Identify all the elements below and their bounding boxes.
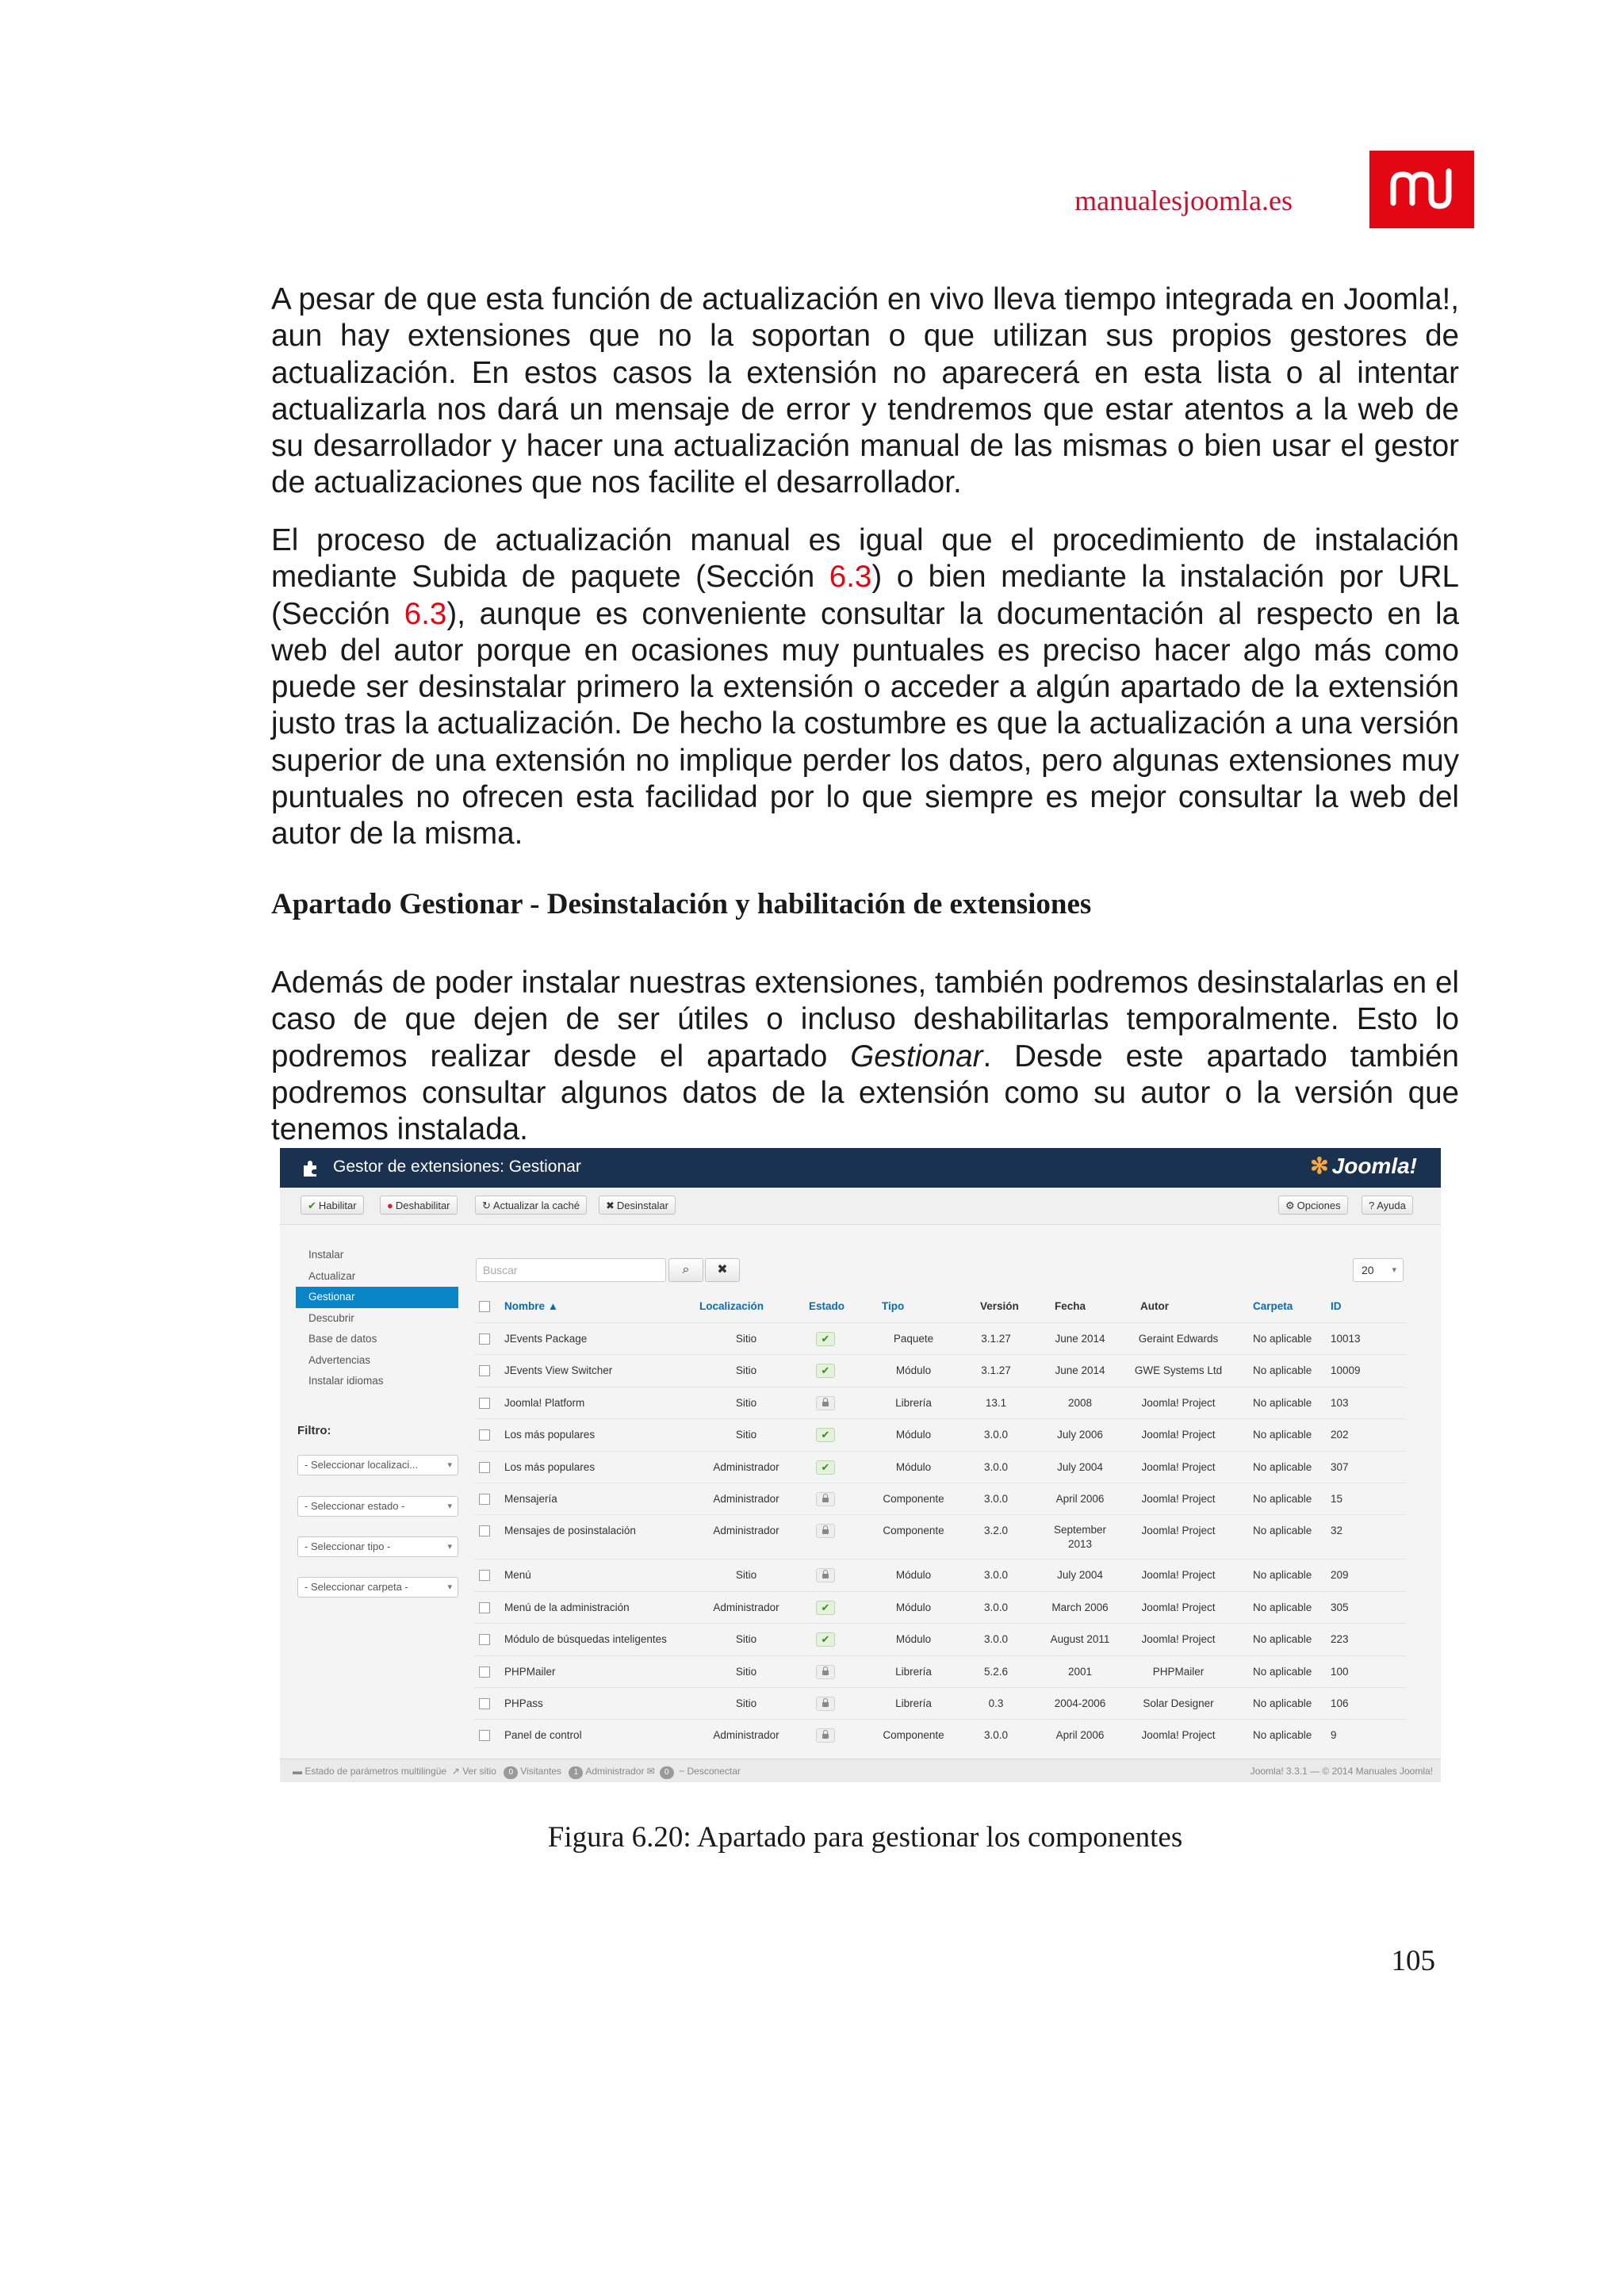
- cell-location: Sitio: [735, 1333, 757, 1345]
- table-row[interactable]: [474, 1418, 1406, 1451]
- help-icon: ?: [1369, 1200, 1375, 1211]
- enable-button[interactable]: [301, 1196, 364, 1215]
- column-header-author: Autor: [1140, 1300, 1169, 1312]
- cell-date: April 2006: [1055, 1493, 1105, 1505]
- check-icon: ✔: [308, 1200, 316, 1211]
- cell-location: Sitio: [735, 1697, 757, 1709]
- cell-version: 3.0.0: [983, 1729, 1009, 1742]
- search-input[interactable]: Buscar: [476, 1258, 666, 1282]
- status-enabled-icon[interactable]: ✔: [816, 1364, 835, 1378]
- status-enabled-icon[interactable]: ✔: [816, 1428, 835, 1442]
- type-filter-select[interactable]: - Seleccionar tipo - ▾: [297, 1536, 458, 1557]
- row-checkbox[interactable]: [479, 1730, 490, 1741]
- cell-author: Joomla! Project: [1141, 1729, 1216, 1742]
- cell-date: 2008: [1067, 1396, 1093, 1409]
- cell-folder: No aplicable: [1253, 1665, 1312, 1678]
- row-checkbox[interactable]: [479, 1462, 490, 1473]
- cell-location: Sitio: [735, 1396, 757, 1409]
- table-row[interactable]: [474, 1451, 1406, 1483]
- close-icon: ✖: [606, 1200, 615, 1211]
- cell-name: Panel de control: [504, 1729, 582, 1742]
- enable-label: Habilitar: [318, 1200, 357, 1211]
- comment-icon: ▬: [293, 1766, 302, 1777]
- clear-search-button[interactable]: [705, 1258, 740, 1282]
- cell-location: Sitio: [735, 1364, 757, 1377]
- admin-label: Administrador: [585, 1766, 645, 1777]
- folder-filter-select[interactable]: - Seleccionar carpeta - ▾: [297, 1577, 458, 1598]
- column-header-id[interactable]: ID: [1331, 1300, 1342, 1312]
- cell-date: April 2006: [1055, 1729, 1105, 1742]
- cell-version: 13.1: [985, 1396, 1007, 1409]
- gear-icon: ⚙: [1285, 1200, 1295, 1211]
- close-icon: ✖: [717, 1263, 728, 1276]
- cell-location: Administrador: [713, 1601, 779, 1613]
- cell-date: July 2004: [1057, 1569, 1103, 1582]
- lock-icon: [816, 1697, 835, 1711]
- cell-location: Sitio: [735, 1569, 757, 1582]
- options-label: Opciones: [1297, 1200, 1341, 1211]
- paragraph-intro: A pesar de que esta función de actualización en vivo lleva tiempo integrada en Joomla!, aun hay extensiones que no la soportan o que utilizan sus propios gestores de actualización. En estos casos la extensión no aparecerá en esta lista o al intentar actualizarla nos dará un mensaje de error y tendremos que estar atentos a la web de su desarrollador y hacer una actualización manual de las mismas o bien usar el gestor de actualizaciones que nos facilite el desarrollador.: [271, 282, 1459, 500]
- cell-name: Mensajería: [504, 1493, 557, 1505]
- row-checkbox[interactable]: [479, 1634, 490, 1645]
- cell-author: Joomla! Project: [1141, 1601, 1216, 1613]
- table-row[interactable]: [474, 1483, 1406, 1515]
- cell-type: Componente: [883, 1525, 944, 1537]
- lock-icon: [816, 1568, 835, 1582]
- cell-type: Módulo: [895, 1429, 932, 1441]
- section-title: Apartado Gestionar - Desinstalación y habilitación de extensiones: [271, 888, 1092, 920]
- cell-version: 3.1.27: [981, 1333, 1011, 1345]
- cell-name: Módulo de búsquedas inteligentes: [504, 1633, 667, 1646]
- sidebar-item[interactable]: Descubrir: [308, 1311, 354, 1324]
- envelope-icon: ✉: [646, 1766, 655, 1777]
- cell-id: 10009: [1331, 1364, 1361, 1377]
- cell-folder: No aplicable: [1253, 1460, 1312, 1473]
- figure-screenshot: [280, 1148, 1441, 1782]
- cell-type: Módulo: [895, 1460, 932, 1473]
- logout-link[interactable]: Desconectar: [687, 1766, 741, 1777]
- cell-version: 3.2.0: [983, 1525, 1009, 1537]
- joomla-mark-icon: ✻: [1310, 1154, 1329, 1178]
- cell-author: Joomla! Project: [1141, 1525, 1216, 1537]
- cell-type: Componente: [883, 1729, 944, 1742]
- cell-folder: No aplicable: [1253, 1364, 1312, 1377]
- external-link-icon: ↗: [451, 1766, 460, 1777]
- cell-version: 3.1.27: [981, 1364, 1011, 1377]
- section-reference-link[interactable]: 6.3: [404, 596, 447, 631]
- options-button[interactable]: [1278, 1196, 1348, 1215]
- cell-version: 3.0.0: [983, 1601, 1009, 1613]
- cell-id: 32: [1331, 1525, 1343, 1537]
- admin-topbar: [280, 1148, 1441, 1188]
- cell-version: 3.0.0: [983, 1429, 1009, 1441]
- cell-type: Paquete: [893, 1333, 934, 1345]
- row-checkbox[interactable]: [479, 1602, 490, 1613]
- cell-version: 3.0.0: [983, 1633, 1009, 1646]
- status-footer: [280, 1758, 1441, 1782]
- filter-label: Filtro:: [297, 1424, 331, 1437]
- cell-author: Joomla! Project: [1141, 1493, 1216, 1505]
- row-checkbox[interactable]: [479, 1570, 490, 1581]
- paragraph-manual-update: [271, 522, 1459, 853]
- cell-id: 209: [1331, 1569, 1349, 1582]
- cell-name: Los más populares: [504, 1429, 596, 1441]
- section-reference-link[interactable]: 6.3: [829, 560, 872, 595]
- paragraph-text: ) o bien mediante la instalación por URL (Sección: [271, 560, 1459, 631]
- cell-type: Módulo: [895, 1364, 932, 1377]
- status-enabled-icon[interactable]: ✔: [816, 1460, 835, 1475]
- table-row[interactable]: [474, 1655, 1406, 1688]
- column-header-date: Fecha: [1055, 1300, 1086, 1312]
- cell-location: Sitio: [735, 1665, 757, 1678]
- cell-location: Administrador: [713, 1525, 779, 1537]
- cell-location: Sitio: [735, 1429, 757, 1441]
- sidebar-menu: [296, 1245, 458, 1392]
- table-row[interactable]: [474, 1354, 1406, 1387]
- sidebar-item[interactable]: Actualizar: [308, 1269, 356, 1282]
- cell-author: Joomla! Project: [1141, 1429, 1216, 1441]
- cell-folder: No aplicable: [1253, 1493, 1312, 1505]
- view-site-link[interactable]: Ver sitio: [462, 1766, 496, 1777]
- disable-button[interactable]: [380, 1196, 458, 1215]
- paragraph-text: El proceso de actualización manual es igual que el procedimiento de instalación mediante Subida de paquete (Sección: [271, 523, 1459, 595]
- row-checkbox[interactable]: [479, 1429, 490, 1441]
- paragraph-manage: [271, 965, 1459, 1148]
- sidebar-item[interactable]: Gestionar: [296, 1287, 458, 1308]
- cell-version: 0.3: [988, 1697, 1004, 1709]
- cell-name: Los más populares: [504, 1460, 596, 1473]
- status-enabled-icon[interactable]: ✔: [816, 1601, 835, 1615]
- cell-type: Librería: [895, 1396, 932, 1409]
- paragraph-text: . Desde este apartado también podremos consultar algunos datos de la extensión como su autor o la versión que tenemos instalada.: [271, 1039, 1459, 1147]
- cell-author: Joomla! Project: [1141, 1569, 1216, 1582]
- cell-author: GWE Systems Ltd: [1134, 1364, 1223, 1377]
- cell-author: Joomla! Project: [1141, 1396, 1216, 1409]
- lock-icon: [816, 1524, 835, 1538]
- disable-icon: ●: [387, 1200, 393, 1211]
- search-button[interactable]: [668, 1258, 703, 1282]
- multilang-status-link[interactable]: Estado de parámetros multilingüe: [304, 1766, 447, 1777]
- cell-type: Módulo: [895, 1633, 932, 1646]
- sidebar-item[interactable]: Base de datos: [308, 1333, 377, 1345]
- cell-folder: No aplicable: [1253, 1569, 1312, 1582]
- row-checkbox[interactable]: [479, 1698, 490, 1709]
- paragraph-text: ), aunque es conveniente consultar la documentación al respecto en la web del autor porque en ocasiones muy puntuales es preciso hacer algo más como puede ser desinstalar primero la extensión o acceder a algún apartado de la extensión justo tras la actualización. De hecho la costumbre es que la actualización a una versión superior de una extensión no implique perder los datos, pero algunas extensiones muy puntuales no ofrecen esta facilidad por lo que siempre es mejor consultar la web del autor de la misma.: [271, 596, 1459, 851]
- cell-name: Mensajes de posinstalación: [504, 1525, 636, 1537]
- state-filter-select[interactable]: - Seleccionar estado - ▾: [297, 1496, 458, 1517]
- cell-folder: No aplicable: [1253, 1601, 1312, 1613]
- status-enabled-icon[interactable]: ✔: [816, 1632, 835, 1647]
- select-all-checkbox[interactable]: [479, 1301, 490, 1312]
- cell-folder: No aplicable: [1253, 1633, 1312, 1646]
- disable-label: Deshabilitar: [395, 1200, 450, 1211]
- row-checkbox[interactable]: [479, 1398, 490, 1409]
- cell-location: Administrador: [713, 1460, 779, 1473]
- puzzle-icon: [301, 1158, 321, 1178]
- lock-icon: [816, 1665, 835, 1679]
- cell-id: 223: [1331, 1633, 1349, 1646]
- table-row[interactable]: [474, 1322, 1406, 1355]
- cell-date: March 2006: [1051, 1601, 1109, 1613]
- page-number: 105: [1391, 1945, 1435, 1977]
- cell-author: Geraint Edwards: [1138, 1333, 1219, 1345]
- lock-icon: [816, 1728, 835, 1743]
- cell-name: JEvents Package: [504, 1333, 588, 1345]
- cell-name: Menú: [504, 1569, 531, 1582]
- table-header-row: [474, 1291, 1406, 1322]
- cell-date: 2001: [1067, 1665, 1093, 1678]
- cell-type: Componente: [883, 1493, 944, 1505]
- cell-id: 106: [1331, 1697, 1349, 1709]
- row-checkbox[interactable]: [479, 1494, 490, 1505]
- column-header-version: Versión: [980, 1300, 1019, 1312]
- help-label: Ayuda: [1377, 1200, 1406, 1211]
- refresh-icon: ↻: [482, 1200, 491, 1211]
- mj-logo-icon: [1369, 151, 1474, 228]
- column-header-folder[interactable]: Carpeta: [1253, 1300, 1293, 1312]
- footer-copyright: Joomla! 3.3.1 — © 2014 Manuales Joomla!: [1250, 1766, 1433, 1777]
- window-title: Gestor de extensiones: Gestionar: [333, 1158, 581, 1176]
- emphasis-term: Gestionar: [850, 1039, 983, 1073]
- cell-folder: No aplicable: [1253, 1525, 1312, 1537]
- table-row[interactable]: [474, 1514, 1406, 1559]
- cell-type: Librería: [895, 1697, 932, 1709]
- cell-type: Módulo: [895, 1569, 932, 1582]
- cell-id: 305: [1331, 1601, 1349, 1613]
- cell-date: August 2011: [1050, 1633, 1110, 1646]
- cell-version: 5.2.6: [983, 1665, 1009, 1678]
- cell-name: JEvents View Switcher: [504, 1364, 613, 1377]
- cell-date: July 2006: [1057, 1429, 1103, 1441]
- cell-author: Solar Designer: [1143, 1697, 1214, 1709]
- uninstall-button[interactable]: [599, 1196, 676, 1215]
- cell-folder: No aplicable: [1253, 1333, 1312, 1345]
- cell-id: 307: [1331, 1460, 1349, 1473]
- row-checkbox[interactable]: [479, 1365, 490, 1376]
- cell-author: Joomla! Project: [1141, 1633, 1216, 1646]
- cell-folder: No aplicable: [1253, 1729, 1312, 1742]
- paragraph-text: Además de poder instalar nuestras extensiones, también podremos desinstalarlas en el caso de que dejen de ser útiles o incluso deshabilitarlas temporalmente. Esto lo podremos realizar desde el apartado: [271, 966, 1459, 1073]
- help-button[interactable]: [1362, 1196, 1413, 1215]
- cell-id: 202: [1331, 1429, 1349, 1441]
- cell-author: PHPMailer: [1152, 1665, 1205, 1678]
- column-header-type[interactable]: Tipo: [882, 1300, 905, 1312]
- cell-date: July 2004: [1057, 1460, 1103, 1473]
- sidebar-item[interactable]: Instalar: [308, 1249, 344, 1261]
- messages-count-badge: 0: [660, 1766, 674, 1779]
- cell-version: 3.0.0: [983, 1493, 1009, 1505]
- minus-icon: −: [679, 1766, 685, 1777]
- table-row[interactable]: [474, 1719, 1406, 1751]
- lock-icon: [816, 1396, 835, 1410]
- table-row[interactable]: [474, 1559, 1406, 1591]
- table-row[interactable]: [474, 1687, 1406, 1720]
- site-logo: [1369, 151, 1474, 228]
- column-header-state[interactable]: Estado: [809, 1300, 845, 1312]
- sidebar-item[interactable]: Advertencias: [308, 1353, 371, 1366]
- refresh-cache-label: Actualizar la caché: [492, 1200, 580, 1211]
- row-checkbox[interactable]: [479, 1525, 490, 1536]
- row-checkbox[interactable]: [479, 1334, 490, 1345]
- cell-id: 15: [1331, 1493, 1343, 1505]
- cell-author: Joomla! Project: [1141, 1460, 1216, 1473]
- joomla-logo: [1310, 1153, 1417, 1179]
- row-checkbox[interactable]: [479, 1667, 490, 1678]
- cell-name: Joomla! Platform: [504, 1396, 585, 1409]
- cell-date: June 2014: [1055, 1333, 1105, 1345]
- cell-id: 9: [1331, 1729, 1337, 1742]
- search-icon: ⌕: [682, 1263, 690, 1276]
- admin-toolbar: [280, 1188, 1441, 1225]
- cell-version: 3.0.0: [983, 1460, 1009, 1473]
- refresh-cache-button[interactable]: [475, 1196, 587, 1215]
- cell-id: 10013: [1331, 1333, 1361, 1345]
- lock-icon: [816, 1492, 835, 1506]
- cell-id: 103: [1331, 1396, 1349, 1409]
- admin-count-badge: 1: [569, 1766, 583, 1779]
- cell-location: Sitio: [735, 1633, 757, 1646]
- table-row[interactable]: [474, 1623, 1406, 1655]
- column-header-name[interactable]: Nombre ▲: [504, 1300, 559, 1312]
- cell-folder: No aplicable: [1253, 1429, 1312, 1441]
- cell-name: PHPass: [504, 1697, 543, 1709]
- cell-type: Librería: [895, 1665, 932, 1678]
- uninstall-label: Desinstalar: [616, 1200, 668, 1211]
- cell-folder: No aplicable: [1253, 1697, 1312, 1709]
- table-row[interactable]: [474, 1591, 1406, 1624]
- cell-date: September 2013: [1053, 1524, 1107, 1551]
- cell-name: Menú de la administración: [504, 1601, 630, 1613]
- status-enabled-icon[interactable]: ✔: [816, 1332, 835, 1346]
- cell-location: Administrador: [713, 1493, 779, 1505]
- cell-location: Administrador: [713, 1729, 779, 1742]
- visitors-count-badge: 0: [504, 1766, 518, 1779]
- cell-type: Módulo: [895, 1601, 932, 1613]
- sidebar-item[interactable]: Instalar idiomas: [308, 1375, 384, 1387]
- cell-version: 3.0.0: [983, 1569, 1009, 1582]
- column-header-location[interactable]: Localización: [699, 1300, 764, 1312]
- table-row[interactable]: [474, 1387, 1406, 1419]
- location-filter-select[interactable]: - Seleccionar localizaci... ▾: [297, 1455, 458, 1475]
- list-limit-select[interactable]: 20 ▾: [1353, 1258, 1404, 1282]
- cell-folder: No aplicable: [1253, 1396, 1312, 1409]
- site-name: manualesjoomla.es: [1074, 185, 1293, 216]
- footer-status-items: [293, 1759, 741, 1782]
- cell-date: 2004-2006: [1054, 1697, 1106, 1709]
- cell-date: June 2014: [1055, 1364, 1105, 1377]
- figure-caption: Figura 6.20: Apartado para gestionar los componentes: [547, 1821, 1183, 1854]
- cell-id: 100: [1331, 1665, 1349, 1678]
- visitors-label: Visitantes: [520, 1766, 562, 1777]
- joomla-wordmark: Joomla!: [1331, 1154, 1417, 1178]
- cell-name: PHPMailer: [504, 1665, 556, 1678]
